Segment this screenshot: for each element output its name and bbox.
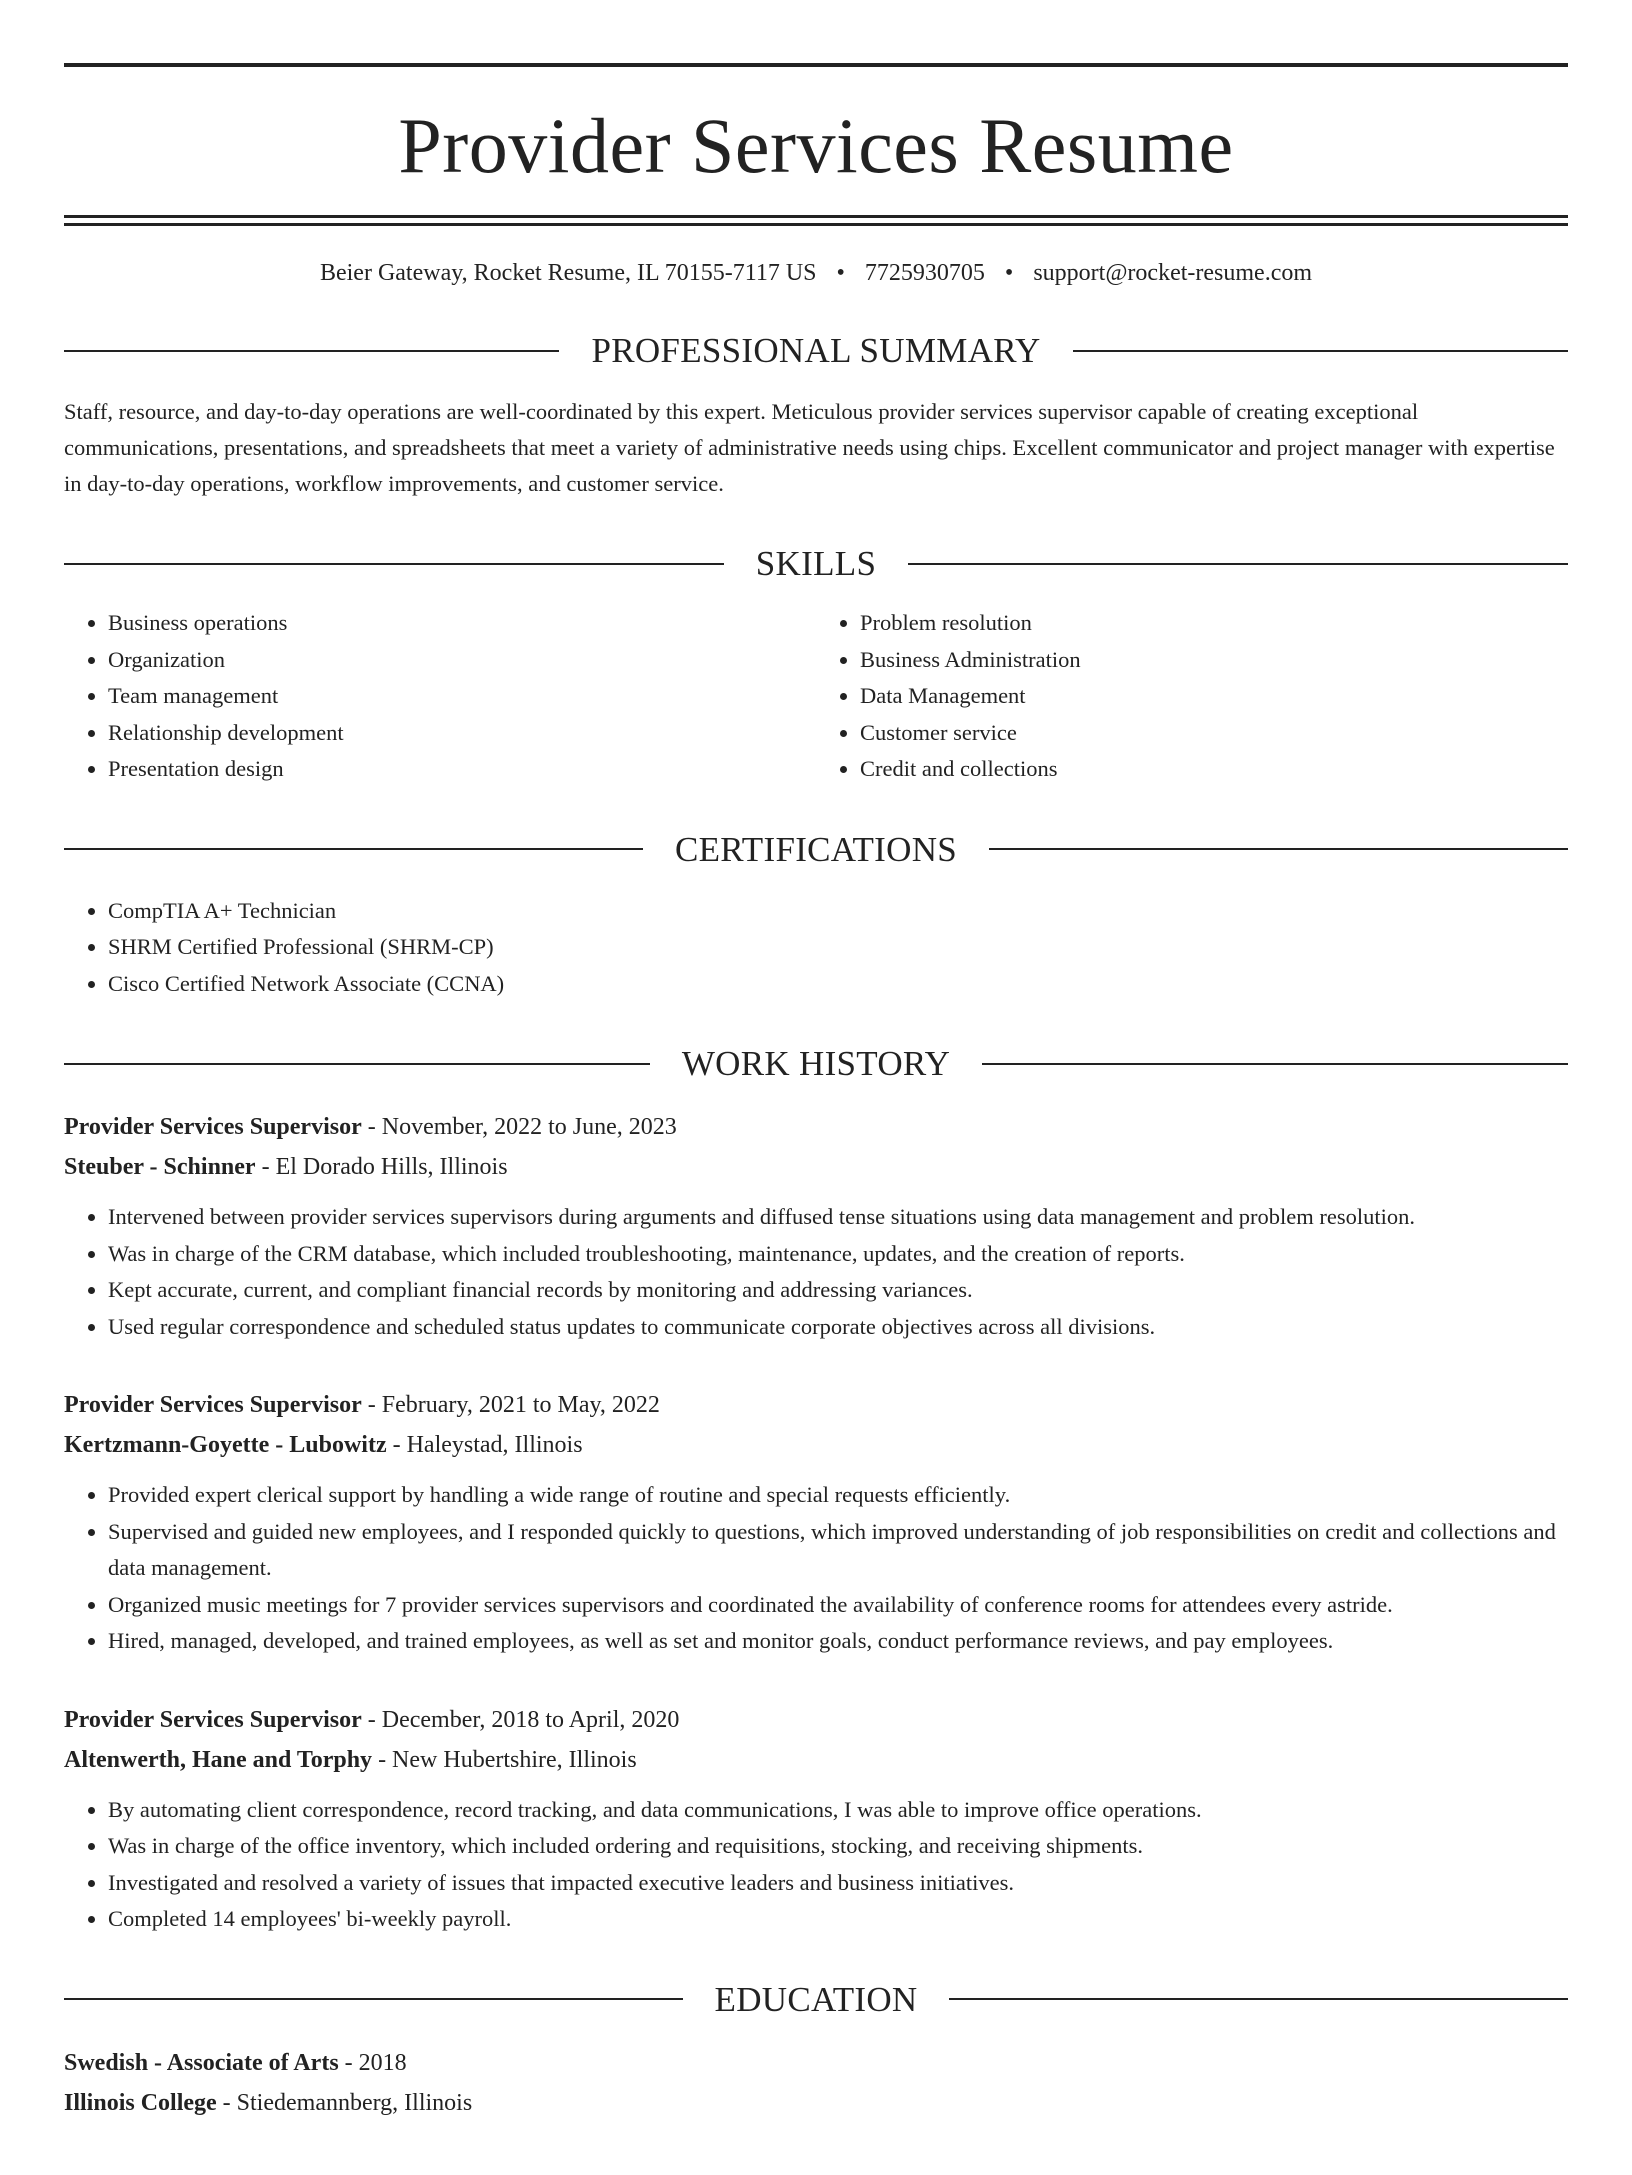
contact-address: Beier Gateway, Rocket Resume, IL 70155-7117 US xyxy=(319,260,817,286)
job-entry xyxy=(64,1385,1568,1660)
heading-rule xyxy=(64,350,559,352)
contact-separator: • xyxy=(836,260,845,286)
skill-item: • Credit and collections xyxy=(860,751,1568,788)
heading-rule xyxy=(908,563,1568,565)
education-entry xyxy=(64,2043,1568,2123)
skill-item: • Business Administration xyxy=(860,642,1568,679)
education-school-line xyxy=(64,2083,1568,2123)
job-bullets xyxy=(64,1792,1568,1938)
resume-page xyxy=(0,63,1632,2175)
skill-item: • Presentation design xyxy=(108,751,816,788)
certification-item: • CompTIA A+ Technician xyxy=(108,893,1568,930)
resume-title: Provider Services Resume xyxy=(398,102,1234,189)
job-title: Provider Services Supervisor xyxy=(64,1114,362,1141)
job-location: - New Hubertshire, Illinois xyxy=(372,1746,637,1773)
section-title: PROFESSIONAL SUMMARY xyxy=(591,331,1041,371)
certification-item: • SHRM Certified Professional (SHRM-CP) xyxy=(108,929,1568,966)
heading-rule xyxy=(64,1063,650,1065)
top-rule xyxy=(64,63,1568,67)
job-title-line xyxy=(64,1385,1568,1425)
job-dates: - November, 2022 to June, 2023 xyxy=(361,1114,677,1141)
job-company: Kertzmann-Goyette - Lubowitz xyxy=(64,1432,387,1459)
job-location: - El Dorado Hills, Illinois xyxy=(255,1154,508,1181)
job-company-line xyxy=(64,1147,1568,1187)
job-entry xyxy=(64,1107,1568,1345)
education-school: Illinois College xyxy=(64,2089,217,2116)
job-title-line xyxy=(64,1107,1568,1147)
job-bullet: • Provided expert clerical support by handling a wide range of routine and special requests efficiently. xyxy=(108,1477,1568,1514)
section-title: CERTIFICATIONS xyxy=(674,829,958,869)
heading-rule xyxy=(982,1063,1568,1065)
skills-list xyxy=(64,605,1568,788)
section-heading-certifications xyxy=(64,829,1568,869)
heading-rule xyxy=(1073,350,1568,352)
contact-email: support@rocket-resume.com xyxy=(1033,260,1313,286)
education-degree: Swedish - Associate of Arts xyxy=(64,2049,339,2076)
job-company-line xyxy=(64,1425,1568,1465)
skills-column-right xyxy=(816,605,1568,788)
job-bullet: • Hired, managed, developed, and trained employees, as well as set and monitor goals, conduct performance reviews, and pay employees. xyxy=(108,1623,1568,1660)
skill-item: • Data Management xyxy=(860,678,1568,715)
heading-rule xyxy=(64,563,724,565)
job-company: Steuber - Schinner xyxy=(64,1154,256,1181)
job-bullet: • Kept accurate, current, and compliant financial records by monitoring and addressing variances. xyxy=(108,1272,1568,1309)
heading-rule xyxy=(64,848,643,850)
job-dates: - December, 2018 to April, 2020 xyxy=(361,1706,680,1733)
skill-item: • Organization xyxy=(108,642,816,679)
section-heading-education xyxy=(64,1979,1568,2019)
job-entry xyxy=(64,1700,1568,1938)
summary-paragraph: Staff, resource, and day-to-day operations are well-coordinated by this expert. Meticulous provider services supervisor capable of creating exceptional communications, presentations, and spreadsheets that meet a variety of administrative needs using chips. Excellent communicator and project manager with expertise in day-to-day operations, workflow improvements, and customer service. xyxy=(64,399,1555,497)
skill-item: • Business operations xyxy=(108,605,816,642)
section-title: EDUCATION xyxy=(714,1979,918,2019)
heading-rule xyxy=(949,1998,1568,2000)
job-title-line xyxy=(64,1700,1568,1740)
education-location: - Stiedemannberg, Illinois xyxy=(216,2089,473,2116)
skill-item: • Problem resolution xyxy=(860,605,1568,642)
contact-phone: 7725930705 xyxy=(864,260,985,286)
certification-item: • Cisco Certified Network Associate (CCNA) xyxy=(108,966,1568,1003)
job-bullet: • Organized music meetings for 7 provider services supervisors and coordinated the availability of conference rooms for attendees every astride. xyxy=(108,1587,1568,1624)
job-dates: - February, 2021 to May, 2022 xyxy=(361,1392,660,1419)
job-company: Altenwerth, Hane and Torphy xyxy=(64,1746,373,1773)
skill-item: • Relationship development xyxy=(108,715,816,752)
job-title: Provider Services Supervisor xyxy=(64,1392,362,1419)
heading-rule xyxy=(989,848,1568,850)
skills-column-left xyxy=(64,605,816,788)
job-company-line xyxy=(64,1740,1568,1780)
job-bullet: • Used regular correspondence and scheduled status updates to communicate corporate objectives across all divisions. xyxy=(108,1309,1568,1346)
job-bullet: • Intervened between provider services supervisors during arguments and diffused tense situations using data management and problem resolution. xyxy=(108,1199,1568,1236)
job-bullets xyxy=(64,1477,1568,1660)
job-location: - Haleystad, Illinois xyxy=(386,1432,583,1459)
job-bullet: • Investigated and resolved a variety of issues that impacted executive leaders and business initiatives. xyxy=(108,1865,1568,1902)
education-year: - 2018 xyxy=(338,2049,407,2076)
job-bullet: • Supervised and guided new employees, and I responded quickly to questions, which improved understanding of job responsibilities on credit and collections and data management. xyxy=(108,1514,1568,1587)
job-bullet: • By automating client correspondence, record tracking, and data communications, I was able to improve office operations. xyxy=(108,1792,1568,1829)
contact-separator: • xyxy=(1004,260,1014,286)
job-bullet: • Was in charge of the office inventory, which included ordering and requisitions, stocking, and receiving shipments. xyxy=(108,1828,1568,1865)
section-title: WORK HISTORY xyxy=(681,1044,951,1084)
section-heading-work-history xyxy=(64,1044,1568,1084)
job-title: Provider Services Supervisor xyxy=(64,1706,362,1733)
job-bullets xyxy=(64,1199,1568,1345)
skill-item: • Customer service xyxy=(860,715,1568,752)
skill-item: • Team management xyxy=(108,678,816,715)
title-double-rule xyxy=(64,215,1568,226)
section-heading-skills xyxy=(64,544,1568,584)
education-degree-line xyxy=(64,2043,1568,2083)
section-heading-summary xyxy=(64,331,1568,371)
section-title: SKILLS xyxy=(755,544,877,584)
job-bullet: • Was in charge of the CRM database, which included troubleshooting, maintenance, updates, and the creation of reports. xyxy=(108,1236,1568,1273)
heading-rule xyxy=(64,1998,683,2000)
contact-line xyxy=(64,258,1568,289)
certifications-list xyxy=(64,893,1568,1003)
job-bullet: • Completed 14 employees' bi-weekly payroll. xyxy=(108,1901,1568,1938)
